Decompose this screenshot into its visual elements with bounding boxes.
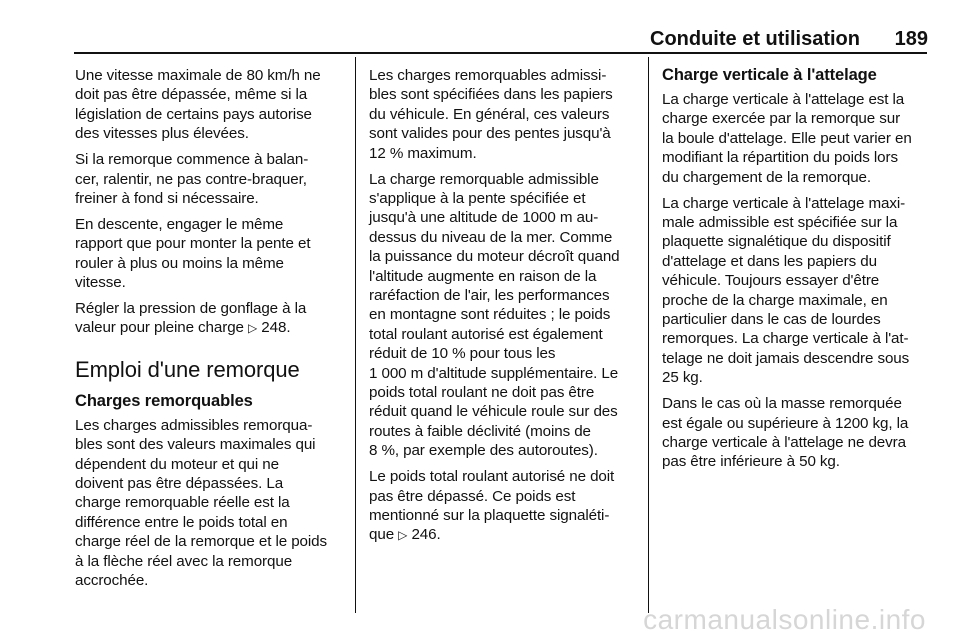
paragraph-altitude: La charge remorquable admissible s'applique à la pente spécifiée et jusqu'à une altitude de 1000 m au- dessus du niveau de la mer. Comme la puissance du moteur décroît quand l'altitude augmente en raison de la raréfaction de l'air, les performances en montagne sont réduites ; le poids total roulant autorisé est également réduit de 10 % pour tous les 1 000 m d'altitude supplémentaire. Le poids total roulant ne doit pas être réduit quand le véhicule roule sur des routes à faible déclivité (moins de 8 %, par exemple des autoroutes). — [369, 170, 620, 460]
column-divider-right — [648, 57, 649, 613]
header-rule — [74, 52, 927, 54]
paragraph-tyre-pressure — [75, 299, 347, 339]
paragraph-vehicle-documents: Les charges remorquables admissi‐ bles sont spécifiées dans les papiers du véhicule. En général, ces valeurs sont valides pour des pentes jusqu'à 12 % maximum. — [369, 67, 613, 162]
column-right — [662, 66, 932, 478]
page-reference-246[interactable]: 246. — [411, 526, 441, 544]
heading-vertical-load: Charge verticale à l'attelage — [662, 66, 877, 84]
paragraph-permissible-loads: Les charges admissibles remorqua‐ bles sont des valeurs maximales qui dépendent du moteur et qui ne doivent pas être dépassées. La charge remorquable réelle est la différence entre le poids total en charge réel de la remorque et le poids à la flèche réel avec la remorque accrochée. — [75, 416, 328, 590]
paragraph-min-vertical-load: Dans le cas où la masse remorquée est égale ou supérieure à 1200 kg, la charge verticale à l'attelage ne devra pas être inférieure à 50 kg. — [662, 395, 909, 471]
paragraph-speed-limit: Une vitesse maximale de 80 km/h ne doit pas être dépassée, même si la législation de certains pays autorise des vitesses plus élevées. — [75, 67, 321, 143]
paragraph-downhill: En descente, engager le même rapport que pour monter la pente et rouler à plus ou moins la même vitesse. — [75, 215, 311, 292]
column-left — [75, 66, 347, 597]
paragraph-vertical-load-definition: La charge verticale à l'attelage est la charge exercée par la remorque sur la boule d'attelage. Elle peut varier en modifiant la répartition du poids lors du chargement de la remorque. — [662, 91, 912, 186]
page-reference-arrow-icon: ▷ — [398, 528, 408, 543]
page-header-title: Conduite et utilisation — [650, 28, 860, 50]
section-heading-trailer: Emploi d'une remorque — [75, 356, 300, 382]
page-number: 189 — [894, 28, 928, 50]
subheading-trailer-loads: Charges remorquables — [75, 391, 253, 410]
column-divider-left — [355, 57, 356, 613]
page-reference-248[interactable]: 248. — [261, 319, 291, 337]
gross-weight-text: Le poids total roulant autorisé ne doit pas être dépassé. Ce poids est mentionné sur la plaquette signaléti‐ que — [369, 468, 615, 544]
paragraph-gross-weight — [369, 467, 637, 546]
paragraph-trailer-sway: Si la remorque commence à balan‐ cer, ralentir, ne pas contre-braquer, freiner à fond si nécessaire. — [75, 151, 309, 207]
page-reference-arrow-icon: ▷ — [248, 321, 258, 336]
watermark: carmanualsonline.info — [643, 604, 926, 635]
paragraph-max-vertical-load: La charge verticale à l'attelage maxi‐ male admissible est spécifiée sur la plaquette signalétique du dispositif d'attelage et dans les papiers du véhicule. Toujours essayer d'être proche de la charge maximale, en particulier dans le cas de lourdes remorques. La charge verticale à l'at‐ telage ne doit jamais descendre sous 25 kg. — [662, 194, 910, 387]
column-middle — [369, 66, 637, 552]
tyre-pressure-text: Régler la pression de gonflage à la valeur pour pleine charge — [75, 299, 307, 337]
